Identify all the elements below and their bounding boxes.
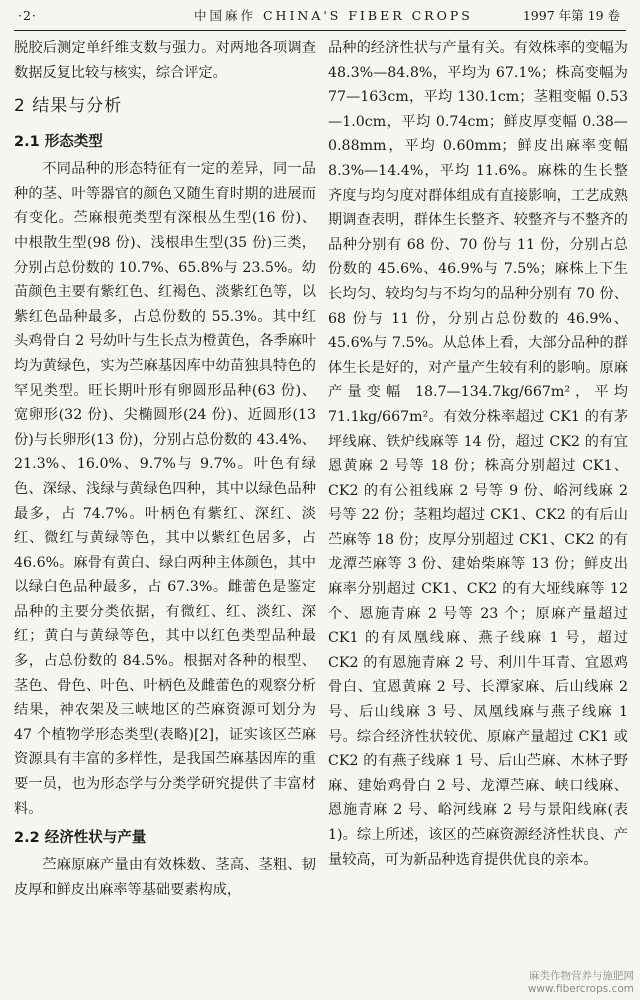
section-heading: 2 结果与分析 [14, 96, 123, 117]
watermark-site-name: 麻类作物营养与施肥网 [529, 970, 634, 982]
yield-paragraph-start: 苎麻原麻产量由有效株数、茎高、茎粗、韧皮厚和鲜皮出麻率等基础要素构成， [14, 857, 316, 898]
issue-info: 1997 年第 19 卷 [522, 8, 620, 23]
right-column [328, 36, 628, 988]
yield-paragraph-continued: 品种的经济性状与产量有关。有效株率的变幅为 48.3%—84.8%，平均为 67.1%；株高变幅为 77—163cm，平均 130.1cm；茎粗变幅 0.53—1.0cm，平均 0.74cm；鲜皮厚变幅 0.38—0.88mm，平均 0.60mm；鲜皮出麻率变幅 8.3%—14.4%，平均 11.6%。麻株的生长整齐度与均匀度对群体组成有直接影响，工艺成熟期调查表明，群体生长整齐、较整齐与不整齐的品种分别有 68 份、70 份与 11 份，分别占总份数的 45.6%、46.9%与 7.5%；麻株上下生长均匀、较均匀与不均匀的品种分别有 70 份、68 份与 11 份，分别占总份数的 46.9%、45.6%与 7.5%。从总体上看，大部分品种的群体生长是好的，对产量产生较有利的影响。原麻产量变幅 18.7—134.7kg/667m²，平均 71.1kg/667m²。有效分株率超过 CK1 的有茅坪线麻、铁炉线麻等 14 份，超过 CK2 的有宜恩黄麻 2 号等 18 份；株高分别超过 CK1、CK2 的有公祖线麻 2 号等 9 份、峪河线麻 2 号等 22 份；茎粗均超过 CK1、CK2 的有后山苎麻等 18 份；皮厚分别超过 CK1、CK2 的有龙潭苎麻等 3 份、建始柴麻等 13 份；鲜皮出麻率分别超过 CK1、CK2 的有大垭线麻等 12 个、恩施青麻 2 号等 23 个；原麻产量超过 CK1 的有凤凰线麻、燕子线麻 1 号，超过 CK2 的有恩施青麻 2 号、利川牛耳青、宜恩鸡骨白、宜恩黄麻 2 号、长潭家麻、后山线麻 2 号、后山线麻 3 号、凤凰线麻与燕子线麻 1 号。综合经济性状较优、原麻产量超过 CK1 或 CK2 的有燕子线麻 1 号、后山苎麻、木林子野麻、建始鸡骨白 2 号、龙潭苎麻、峡口线麻、恩施青麻 2 号、峪河线麻 2 号与景阳线麻(表 1)。综上所述，该区的苎麻资源经济性状良、产量较高，可为新品种选育提供优良的亲本。 [328, 40, 628, 868]
watermark-url: www.fibercrops.com [527, 983, 634, 995]
header-rule [14, 30, 626, 31]
journal-title: 中国麻作 CHINA'S FIBER CROPS [194, 8, 473, 23]
subsection-heading-yield: 2.2 经济性状与产量 [14, 830, 147, 847]
running-header [14, 4, 626, 28]
intro-paragraph: 脱胶后测定单纤维支数与强力。对两地各项调查数据反复比较与核实，综合评定。 [14, 40, 316, 81]
site-watermark [528, 970, 634, 996]
left-column [14, 36, 316, 988]
subsection-heading-morphology: 2.1 形态类型 [14, 134, 103, 151]
morphology-paragraph: 不同品种的形态特征有一定的差异，同一品种的茎、叶等器官的颜色又随生育时期的进展而有变化。苎麻根蔸类型有深根丛生型(16 份)、中根散生型(98 份)、浅根串生型(35 份)三类，分别占总份数的 10.7%、65.8%与 23.5%。幼苗颜色主要有紫红色、红褐色、淡紫红色等，以紫红色品种最多，占总份数的 55.3%。其中红头鸡骨白 2 号幼叶与生长点为橙黄色，各季麻叶均为黄绿色，实为苎麻基因库中幼苗独具特色的罕见类型。旺长期叶形有卵圆形品种(63 份)、宽卵形(32 份)、尖椭圆形(24 份)、近圆形(13 份)与长卵形(13 份)，分别占总份数的 43.4%、21.3%、16.0%、9.7%与 9.7%。叶色有绿色、深绿、浅绿与黄绿色四种，其中以绿色品种最多，占 74.7%。叶柄色有紫红、深红、淡红、微红与黄绿等色，其中以紫红色居多，占 46.6%。麻骨有黄白、绿白两种主体颜色，其中以绿白色品种最多，占 67.3%。雌蕾色是鉴定品种的主要分类依据，有微红、红、淡红、深红；黄白与黄绿等色，其中以红色类型品种最多，占总份数的 84.5%。根据对各种的根型、茎色、骨色、叶色、叶柄色及雌蕾色的观察分析结果，神农架及三峡地区的苎麻资源可划分为 47 个植物学形态类型(表略)[2]，证实该区苎麻资源具有丰富的多样性，是我国苎麻基因库的重要一员，也为形态学与分类学研究提供了丰富材料。 [14, 161, 316, 817]
page-number: ·2· [18, 8, 37, 23]
